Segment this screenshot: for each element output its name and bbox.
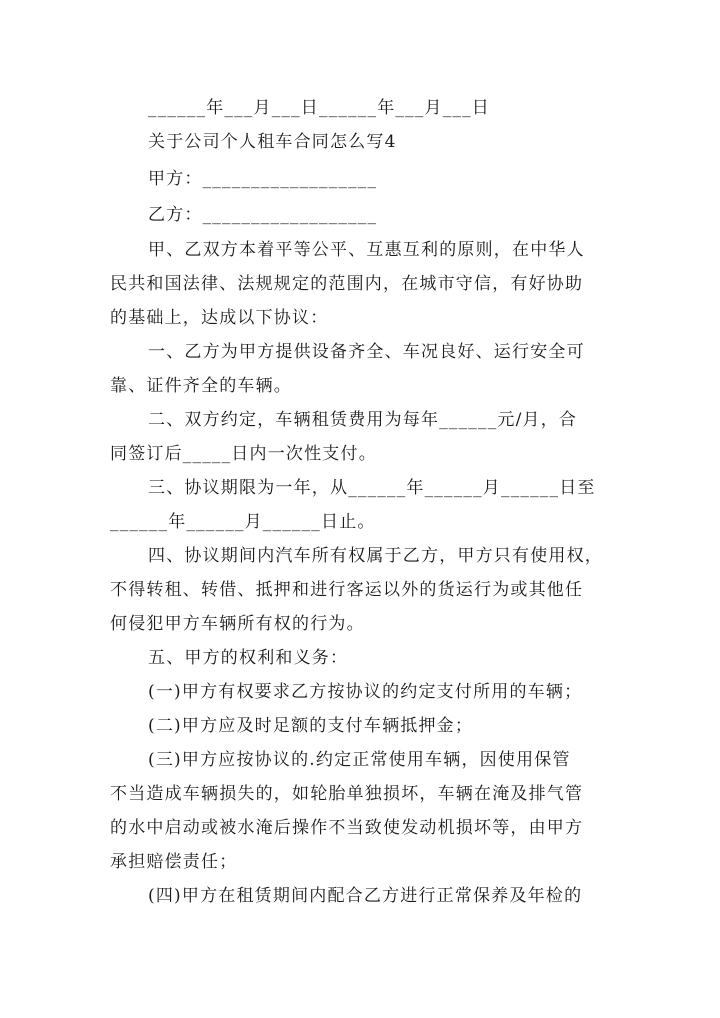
party-b-line: 乙方：__________________	[148, 205, 378, 225]
date-line: ______年___月___日______年___月___日	[148, 98, 490, 118]
clause-5-item-3-line-4: 承担赔偿责任；	[110, 852, 238, 872]
clause-4-line-2: 不得转租、转借、抵押和进行客运以外的货运行为或其他任	[110, 580, 584, 600]
clause-1-line-2: 靠、证件齐全的车辆。	[110, 376, 292, 396]
clause-5-item-3-line-3: 的水中启动或被水淹后操作不当致使发动机损坏等，由甲方	[110, 818, 584, 838]
clause-3-line-2: ______年______月______日止。	[110, 512, 376, 532]
clause-5-heading: 五、甲方的权利和义务：	[148, 648, 349, 668]
clause-2-line-1: 二、双方约定，车辆租赁费用为每年______元/月，合	[148, 410, 578, 430]
clause-5-item-2: (二)甲方应及时足额的支付车辆抵押金；	[148, 716, 474, 736]
preamble-line-3: 的基础上，达成以下协议：	[110, 308, 329, 328]
clause-3-line-1: 三、协议期限为一年，从______年______月______日至	[148, 478, 596, 498]
clause-5-item-3-line-2: 不当造成车辆损失的，如轮胎单独损坏，车辆在淹及排气管	[110, 784, 584, 804]
clause-5-item-3-line-1: (三)甲方应按协议的.约定正常使用车辆，因使用保管	[148, 750, 571, 770]
preamble-line-1: 甲、乙双方本着平等公平、互惠互利的原则，在中华人	[148, 240, 585, 260]
clause-4-line-1: 四、协议期间内汽车所有权属于乙方，甲方只有使用权，	[148, 546, 603, 566]
clause-2-line-2: 同签订后_____日内一次性支付。	[110, 444, 377, 464]
document-title: 关于公司个人租车合同怎么写4	[148, 132, 397, 152]
party-a-line: 甲方：__________________	[148, 169, 378, 189]
clause-5-item-4-line-1: (四)甲方在租赁期间内配合乙方进行正常保养及年检的	[148, 886, 583, 906]
preamble-line-2: 民共和国法律、法规规定的范围内，在城市守信，有好协助	[110, 274, 584, 294]
clause-5-item-1: (一)甲方有权要求乙方按协议的约定支付所用的车辆；	[148, 682, 583, 702]
clause-4-line-3: 何侵犯甲方车辆所有权的行为。	[110, 614, 365, 634]
clause-1-line-1: 一、乙方为甲方提供设备齐全、车况良好、运行安全可	[148, 342, 585, 362]
